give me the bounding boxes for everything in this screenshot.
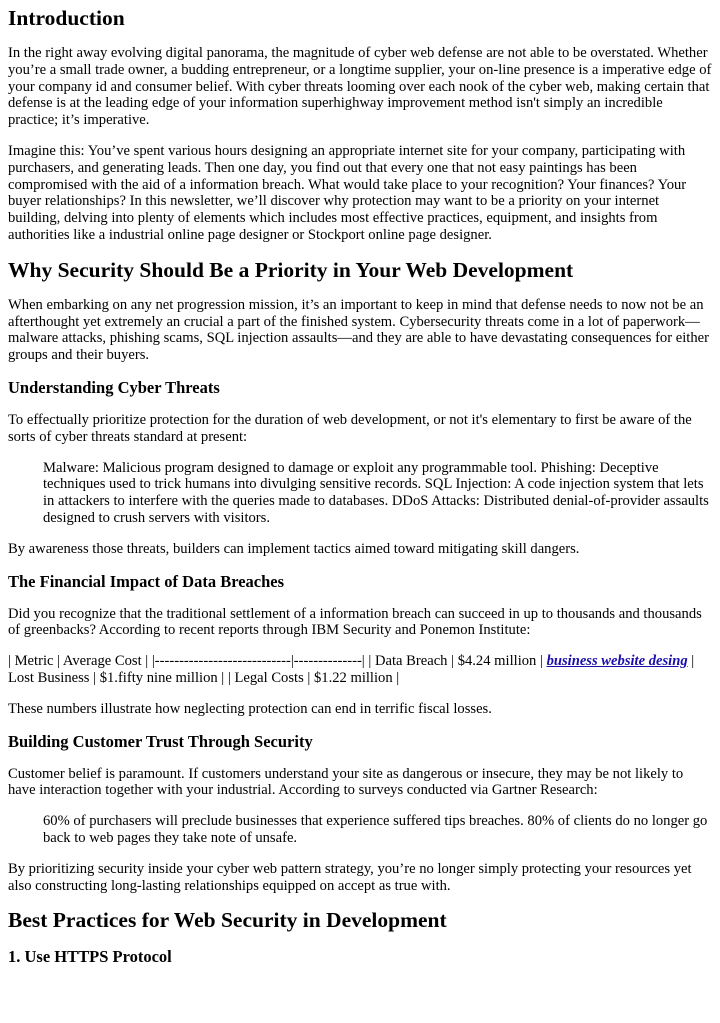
customer-trust-heading: Building Customer Trust Through Security bbox=[8, 731, 313, 751]
intro-heading: Introduction bbox=[8, 6, 125, 30]
article bbox=[0, 6, 720, 967]
cyber-threats-paragraph: To effectually prioritize protection for the duration of web development, or not it's elementary to first be aware of the sorts of cyber threats standard at present: bbox=[8, 411, 692, 445]
cyber-threats-paragraph-2: By awareness those threats, builders can implement tactics aimed toward mitigating skill dangers. bbox=[8, 540, 580, 557]
cyber-threats-quote: Malware: Malicious program designed to damage or exploit any programmable tool. Phishing: Deceptive techniques used to trick humans into divulging sensitive records. SQL Injection: A code injection system that lets in attackers to interfere with the queries made to databases. DDoS Attacks: Distributed denial-of-provider assaults designed to crush servers with visitors. bbox=[43, 459, 709, 526]
https-protocol-heading: 1. Use HTTPS Protocol bbox=[8, 947, 172, 967]
financial-impact-heading: The Financial Impact of Data Breaches bbox=[8, 571, 285, 591]
why-security-heading: Why Security Should Be a Priority in Your Web Development bbox=[8, 257, 574, 282]
business-website-link[interactable]: business website desing bbox=[546, 653, 688, 670]
financial-impact-paragraph-2: These numbers illustrate how neglecting protection can end in terrific fiscal losses. bbox=[8, 700, 492, 717]
customer-trust-paragraph-2: By prioritizing security inside your cyber web pattern strategy, you’re no longer simply protecting your resources yet also constructing long-lasting relationships equipped on accept as true with. bbox=[8, 860, 692, 894]
why-security-paragraph: When embarking on any net progression mission, it’s an important to keep in mind that defense needs to now not be an afterthought yet extremely an crucial a part of the finished system. Cybersecurity threats come in a lot of paperwork—malware attacks, phishing scams, SQL injection assaults—and they are able to have devastating consequences for either groups and their buyers. bbox=[8, 296, 709, 364]
cost-table-before: | Metric | Average Cost | |----------------------------|--------------| | Data Breach | $4.24 million | bbox=[8, 653, 547, 670]
best-practices-heading: Best Practices for Web Security in Development bbox=[8, 908, 447, 933]
intro-paragraph-1: In the right away evolving digital panorama, the magnitude of cyber web defense are not able to be overstated. Whether you’re a small trade owner, a budding entrepreneur, or a longtime supplier, your on-line presence is a imperative edge of your company id and consumer belief. With cyber threats looming over each nook of the cyber web, making certain that defense is at the leading edge of your information superhighway improvement method isn't simply an incredible practice; it’s imperative. bbox=[8, 45, 712, 129]
intro-paragraph-2: Imagine this: You’ve spent various hours designing an appropriate internet site for your company, participating with purchasers, and generating leads. Then one day, you find out that every one that not easy paintings has been compromised with the aid of a information breach. What would take place to your recognition? Your finances? Your buyer relationships? In this newsletter, we’ll discover why protection may want to be a priority on your internet building, delving into plenty of elements which includes most effective practices, equipment, and insights from authorities like a industrial online page designer or Stockport online page designer. bbox=[8, 142, 687, 243]
customer-trust-paragraph: Customer belief is paramount. If customers understand your site as dangerous or insecure, they may be not likely to have interaction together with your industrial. According to surveys conducted via Gartner Research: bbox=[8, 765, 684, 799]
cyber-threats-heading: Understanding Cyber Threats bbox=[8, 377, 220, 397]
cost-table-text bbox=[8, 653, 713, 687]
cost-table-after: | Lost Business | $1.fifty nine million | | Legal Costs | $1.22 million | bbox=[8, 653, 695, 686]
financial-impact-paragraph: Did you recognize that the traditional settlement of a information breach can succeed in up to thousands and thousands of greenbacks? According to recent reports through IBM Security and Ponemon Institute: bbox=[8, 605, 702, 639]
customer-trust-quote: 60% of purchasers will preclude businesses that experience suffered tips breaches. 80% of clients do no longer go back to web pages they take note of unsafe. bbox=[43, 813, 708, 846]
